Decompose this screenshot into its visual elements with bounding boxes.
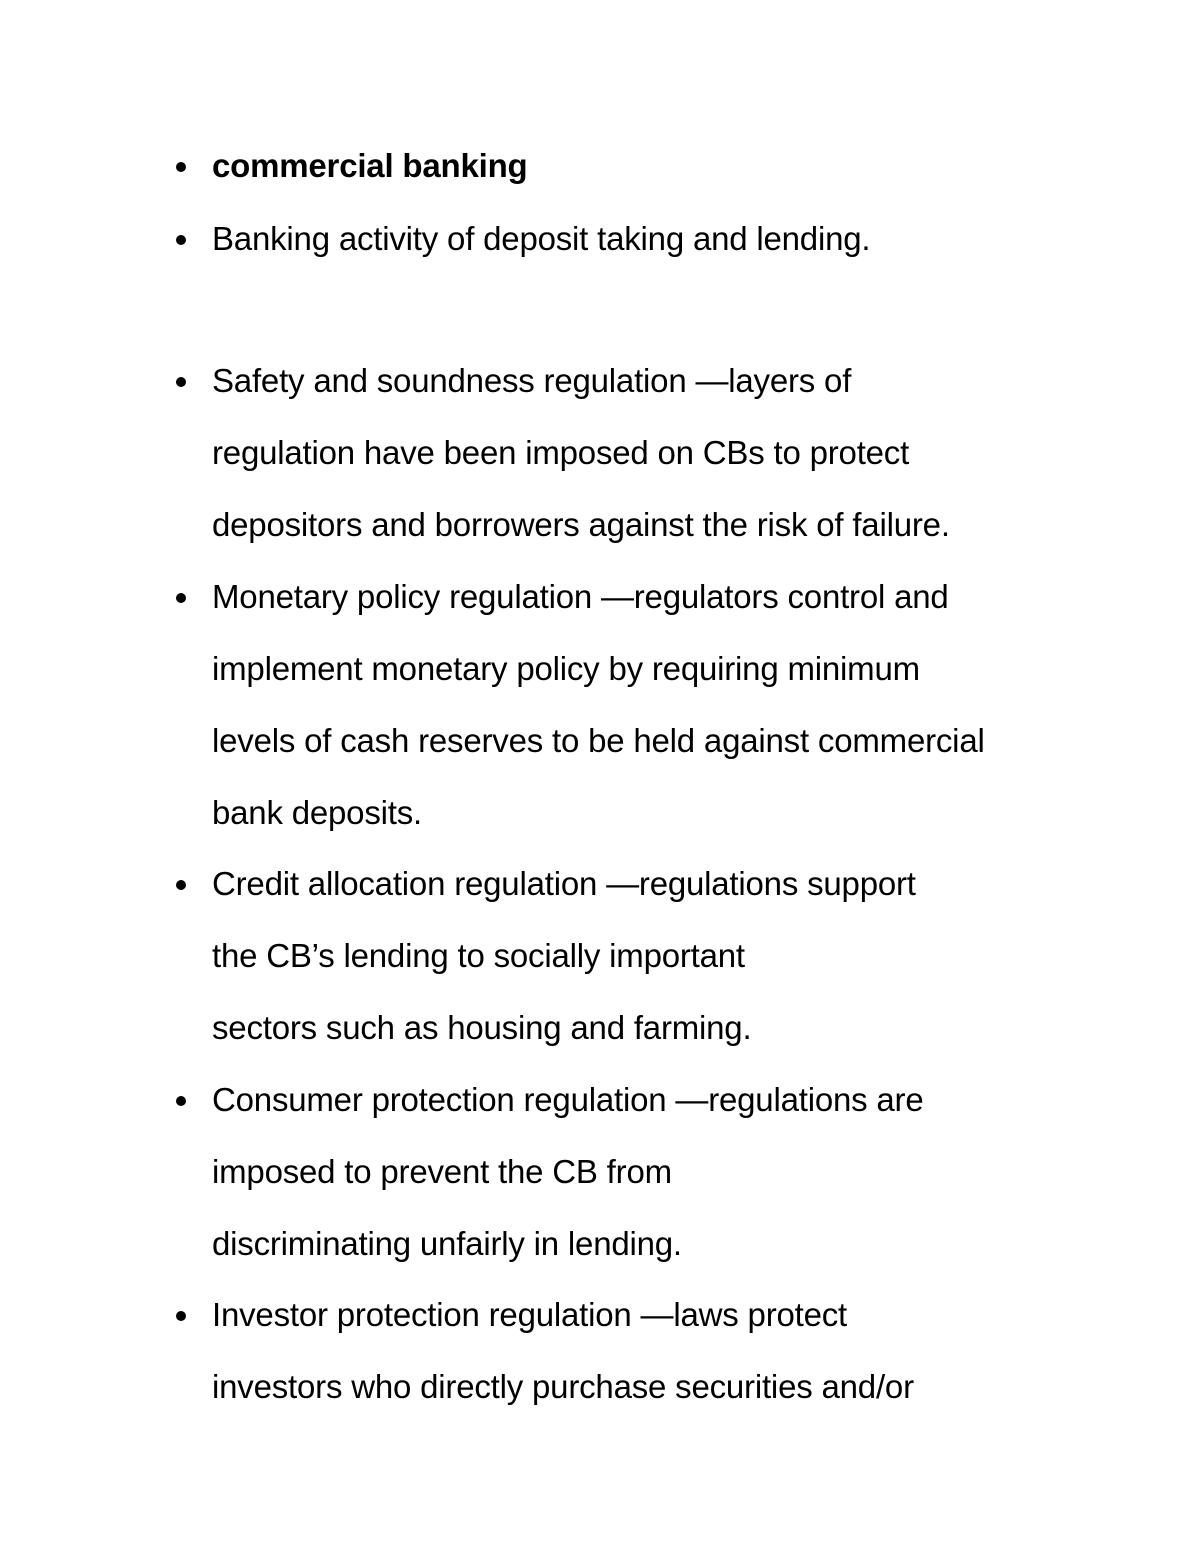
item-text-line: sectors such as housing and farming.	[212, 1009, 752, 1046]
item-text-line: levels of cash reserves to be held against commercial	[212, 722, 985, 759]
item-text-line: Banking activity of deposit taking and lending.	[212, 220, 871, 257]
bullet-icon	[176, 1096, 186, 1106]
bullet-icon	[176, 1311, 186, 1321]
item-heading: commercial banking	[212, 147, 528, 184]
item-text-line: Monetary policy regulation —regulators control and	[212, 578, 949, 615]
item-text-line: implement monetary policy by requiring minimum	[212, 650, 920, 687]
item-text-line: the CB’s lending to socially important	[212, 937, 745, 974]
item-text-line: Investor protection regulation —laws protect	[212, 1296, 848, 1333]
bullet-icon	[176, 235, 186, 245]
item-text-line: regulation have been imposed on CBs to protect	[212, 434, 910, 471]
item-text-line: depositors and borrowers against the risk of failure.	[212, 506, 950, 543]
bullet-icon	[176, 377, 186, 387]
item-text-line: Safety and soundness regulation —layers of	[212, 362, 852, 399]
item-text-line: Consumer protection regulation —regulations are	[212, 1081, 924, 1118]
item-text-line: Credit allocation regulation —regulations support	[212, 865, 916, 902]
bullet-icon	[176, 162, 186, 172]
item-text-line: imposed to prevent the CB from	[212, 1153, 672, 1190]
item-text-line: bank deposits.	[212, 794, 423, 831]
item-text-line: discriminating unfairly in lending.	[212, 1225, 682, 1262]
item-text-line: investors who directly purchase securities and/or	[212, 1368, 914, 1405]
bullet-icon	[176, 880, 186, 890]
bullet-icon	[176, 593, 186, 603]
